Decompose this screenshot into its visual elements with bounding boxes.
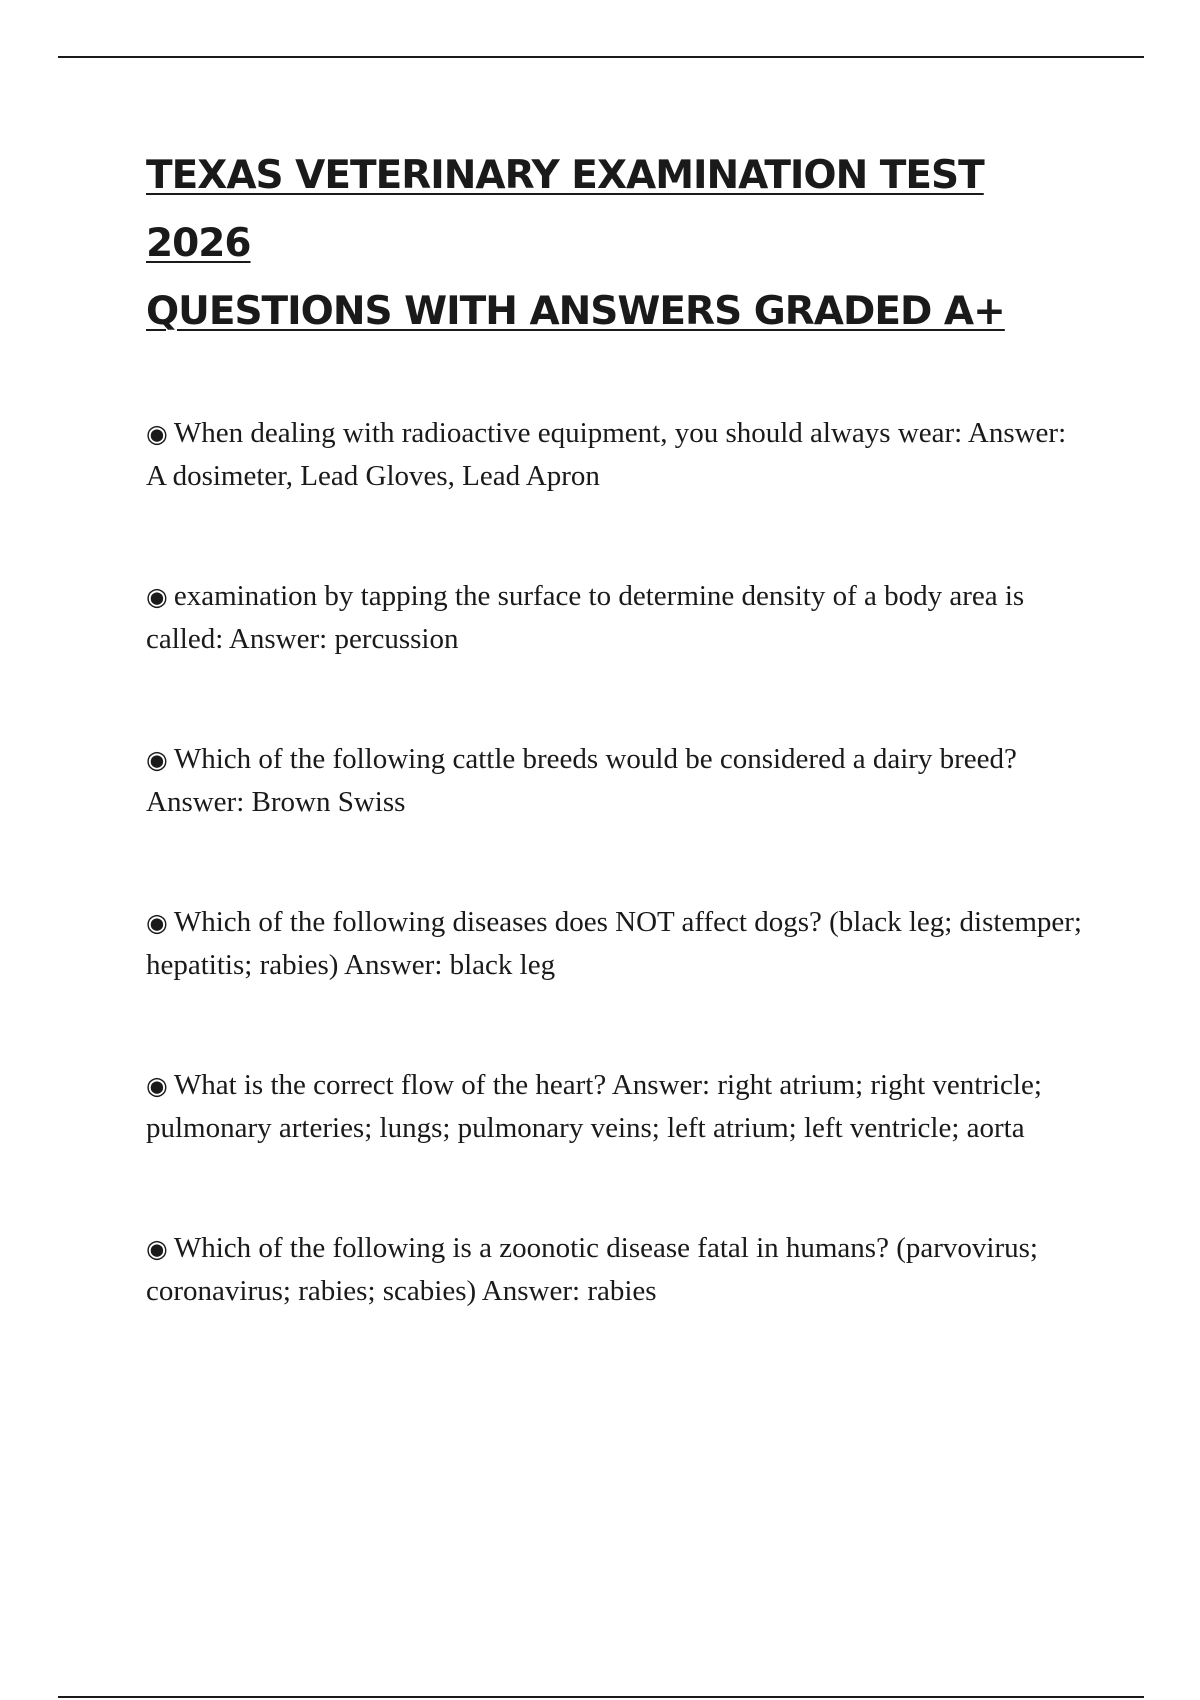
qa-item-4 (146, 901, 1086, 986)
radio-bullet-icon: ◉ (146, 582, 168, 611)
radio-bullet-icon: ◉ (146, 745, 168, 774)
bottom-divider (58, 1696, 1144, 1698)
radio-bullet-icon: ◉ (146, 1071, 168, 1100)
qa-item-3 (146, 738, 1086, 823)
radio-bullet-icon: ◉ (146, 419, 168, 448)
qa-item-5 (146, 1064, 1086, 1149)
qa-text: What is the correct flow of the heart? Answer: right atrium; right ventricle; pulmonary arteries; lungs; pulmonary veins; left atrium; left ventricle; aorta (146, 1069, 1042, 1144)
top-divider (58, 56, 1144, 58)
title-line-2: QUESTIONS WITH ANSWERS GRADED A+ (146, 289, 1005, 334)
qa-item-1 (146, 412, 1086, 497)
qa-text: Which of the following diseases does NOT affect dogs? (black leg; distemper; hepatitis; rabies) Answer: black leg (146, 906, 1082, 981)
radio-bullet-icon: ◉ (146, 908, 168, 937)
qa-list (146, 412, 1086, 1312)
radio-bullet-icon: ◉ (146, 1234, 168, 1263)
qa-item-2 (146, 575, 1086, 660)
qa-text: examination by tapping the surface to determine density of a body area is called: Answer: percussion (146, 580, 1025, 655)
qa-text: Which of the following cattle breeds would be considered a dairy breed? Answer: Brown Swiss (146, 743, 1017, 818)
qa-text: Which of the following is a zoonotic disease fatal in humans? (parvovirus; coronavirus; rabies; scabies) Answer: rabies (146, 1232, 1038, 1307)
title-line-1: TEXAS VETERINARY EXAMINATION TEST 2026 (146, 153, 984, 266)
qa-text: When dealing with radioactive equipment, you should always wear: Answer: A dosimeter, Lead Gloves, Lead Apron (146, 417, 1067, 492)
qa-item-6 (146, 1227, 1086, 1312)
document-title (146, 142, 1086, 346)
